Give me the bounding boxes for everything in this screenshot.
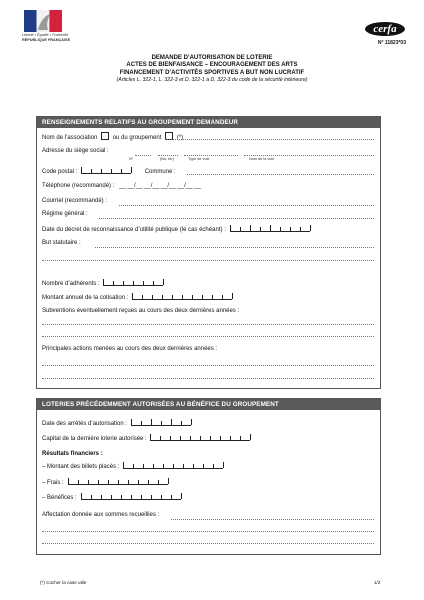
logo-country: RÉPUBLIQUE FRANÇAISE xyxy=(22,37,71,42)
but-statutaire-line-1[interactable] xyxy=(95,247,374,248)
asterisk-label: (*) xyxy=(176,135,184,141)
resultats-label: Résultats financiers : xyxy=(42,451,103,457)
regime-field[interactable] xyxy=(99,218,374,219)
frais-field[interactable] xyxy=(68,478,168,485)
ou-groupement-label: ou du groupement xyxy=(112,135,162,141)
section-heading-groupement: RENSEIGNEMENTS RELATIFS AU GROUPEMENT DEMANDEUR xyxy=(37,117,380,128)
date-arretes-row xyxy=(42,419,191,427)
benefices-row xyxy=(42,493,181,501)
but-statutaire-label: But statutaire : xyxy=(42,240,81,246)
benefices-field[interactable] xyxy=(81,493,181,500)
cerfa-logo: cerfa xyxy=(365,22,405,36)
date-decret-row xyxy=(42,225,310,233)
frais-label: – Frais : xyxy=(42,480,64,486)
telephone-field[interactable]: __ __/__ __/__ __/__ __/__ __ xyxy=(119,183,201,189)
title-line-1: DEMANDE D’AUTORISATION DE LOTERIE xyxy=(151,55,273,61)
cotisation-field[interactable] xyxy=(132,293,232,300)
courriel-field[interactable] xyxy=(119,205,374,206)
courriel-label: Courriel (recommandé) : xyxy=(42,198,108,204)
title-line-2: ACTES DE BIENFAISANCE – ENCOURAGEMENT DES ARTS xyxy=(126,62,298,69)
section-loteries-precedentes xyxy=(36,398,381,555)
cotisation-label: Montant annuel de la cotisation : xyxy=(42,295,129,301)
section-heading-loteries: LOTERIES PRÉCÉDEMMENT AUTORISÉES AU BÉNÉFICE DU GROUPEMENT xyxy=(37,399,380,410)
nom-row xyxy=(42,132,183,141)
cotisation-row xyxy=(42,293,232,301)
affectation-line-2[interactable] xyxy=(42,531,374,532)
adherents-field[interactable] xyxy=(103,279,163,286)
republique-francaise-mark xyxy=(22,33,82,42)
code-postal-field[interactable] xyxy=(81,167,131,174)
association-checkbox[interactable] xyxy=(101,132,109,140)
affectation-label: Affectation donnée aux sommes recueillies : xyxy=(42,512,160,518)
capital-label: Capital de la dernière loterie autorisée : xyxy=(42,436,147,442)
subventions-line-1[interactable] xyxy=(42,324,374,325)
affectation-line-1[interactable] xyxy=(171,519,374,520)
telephone-row xyxy=(42,183,201,189)
section-groupement-demandeur xyxy=(36,116,381,389)
subventions-line-2[interactable] xyxy=(42,336,374,337)
date-decret-label: Date du décret de reconnaissance d’utilité publique (le cas échéant) : xyxy=(42,227,226,233)
adresse-numero-field[interactable] xyxy=(135,155,151,156)
montant-billets-field[interactable] xyxy=(123,462,223,469)
affectation-line-3[interactable] xyxy=(42,543,374,544)
nom-field[interactable] xyxy=(165,139,374,140)
form-title xyxy=(0,55,424,84)
title-line-3: FINANCEMENT D’ACTIVITÉS SPORTIVES A BUT NON LUCRATIF xyxy=(119,69,305,76)
adherents-row xyxy=(42,279,163,287)
date-arretes-label: Date des arrêtés d’autorisation : xyxy=(42,421,128,427)
actions-label: Principales actions menées au cours des deux dernières années : xyxy=(42,346,218,352)
montant-billets-row xyxy=(42,462,223,470)
adresse-label: Adresse du siège social : xyxy=(42,148,109,154)
regime-label: Régime général : xyxy=(42,211,88,217)
but-statutaire-line-2[interactable] xyxy=(42,260,374,261)
code-postal-label: Code postal : xyxy=(42,169,78,175)
adresse-bis-field[interactable] xyxy=(158,155,178,156)
footer-note: (*) Cocher la case utile xyxy=(40,580,87,585)
capital-field[interactable] xyxy=(150,434,250,441)
sub-label-numero: N° xyxy=(129,157,134,161)
cerfa-number: N° 11823*03 xyxy=(377,40,406,46)
commune-label: Commune : xyxy=(144,169,176,175)
telephone-label: Téléphone (recommandé) : xyxy=(42,183,115,189)
sub-label-type: Type de voie xyxy=(188,157,210,161)
adresse-type-field[interactable] xyxy=(184,155,238,156)
marianne-logo-icon xyxy=(24,10,62,32)
actions-line-1[interactable] xyxy=(42,365,374,366)
logo-motto: Liberté • Égalité • Fraternité xyxy=(22,33,69,37)
adresse-nom-voie-field[interactable] xyxy=(244,155,374,156)
date-arretes-field[interactable] xyxy=(131,419,191,426)
frais-row xyxy=(42,478,168,486)
legal-reference: (Articles L. 322-1, L. 322-3 et D. 322-1 à D. 322-3 du code de la sécurité intérieure) xyxy=(116,76,308,83)
subventions-label: Subventions éventuellement reçues au cours des deux dernières années : xyxy=(42,308,240,314)
adherents-label: Nombre d’adhérents : xyxy=(42,281,100,287)
actions-line-2[interactable] xyxy=(42,378,374,379)
date-decret-field[interactable] xyxy=(230,225,310,232)
code-postal-row xyxy=(42,167,176,175)
benefices-label: – Bénéfices : xyxy=(42,495,77,501)
nom-association-label: Nom de l’association xyxy=(42,135,98,141)
capital-row xyxy=(42,434,250,442)
commune-field[interactable] xyxy=(187,174,374,175)
page-number: 1/2 xyxy=(374,580,381,585)
montant-billets-label: – Montant des billets placés : xyxy=(42,464,120,470)
sub-label-nom: Nom de la voie xyxy=(249,157,275,161)
sub-label-bis: (bis, ter) xyxy=(160,157,174,161)
